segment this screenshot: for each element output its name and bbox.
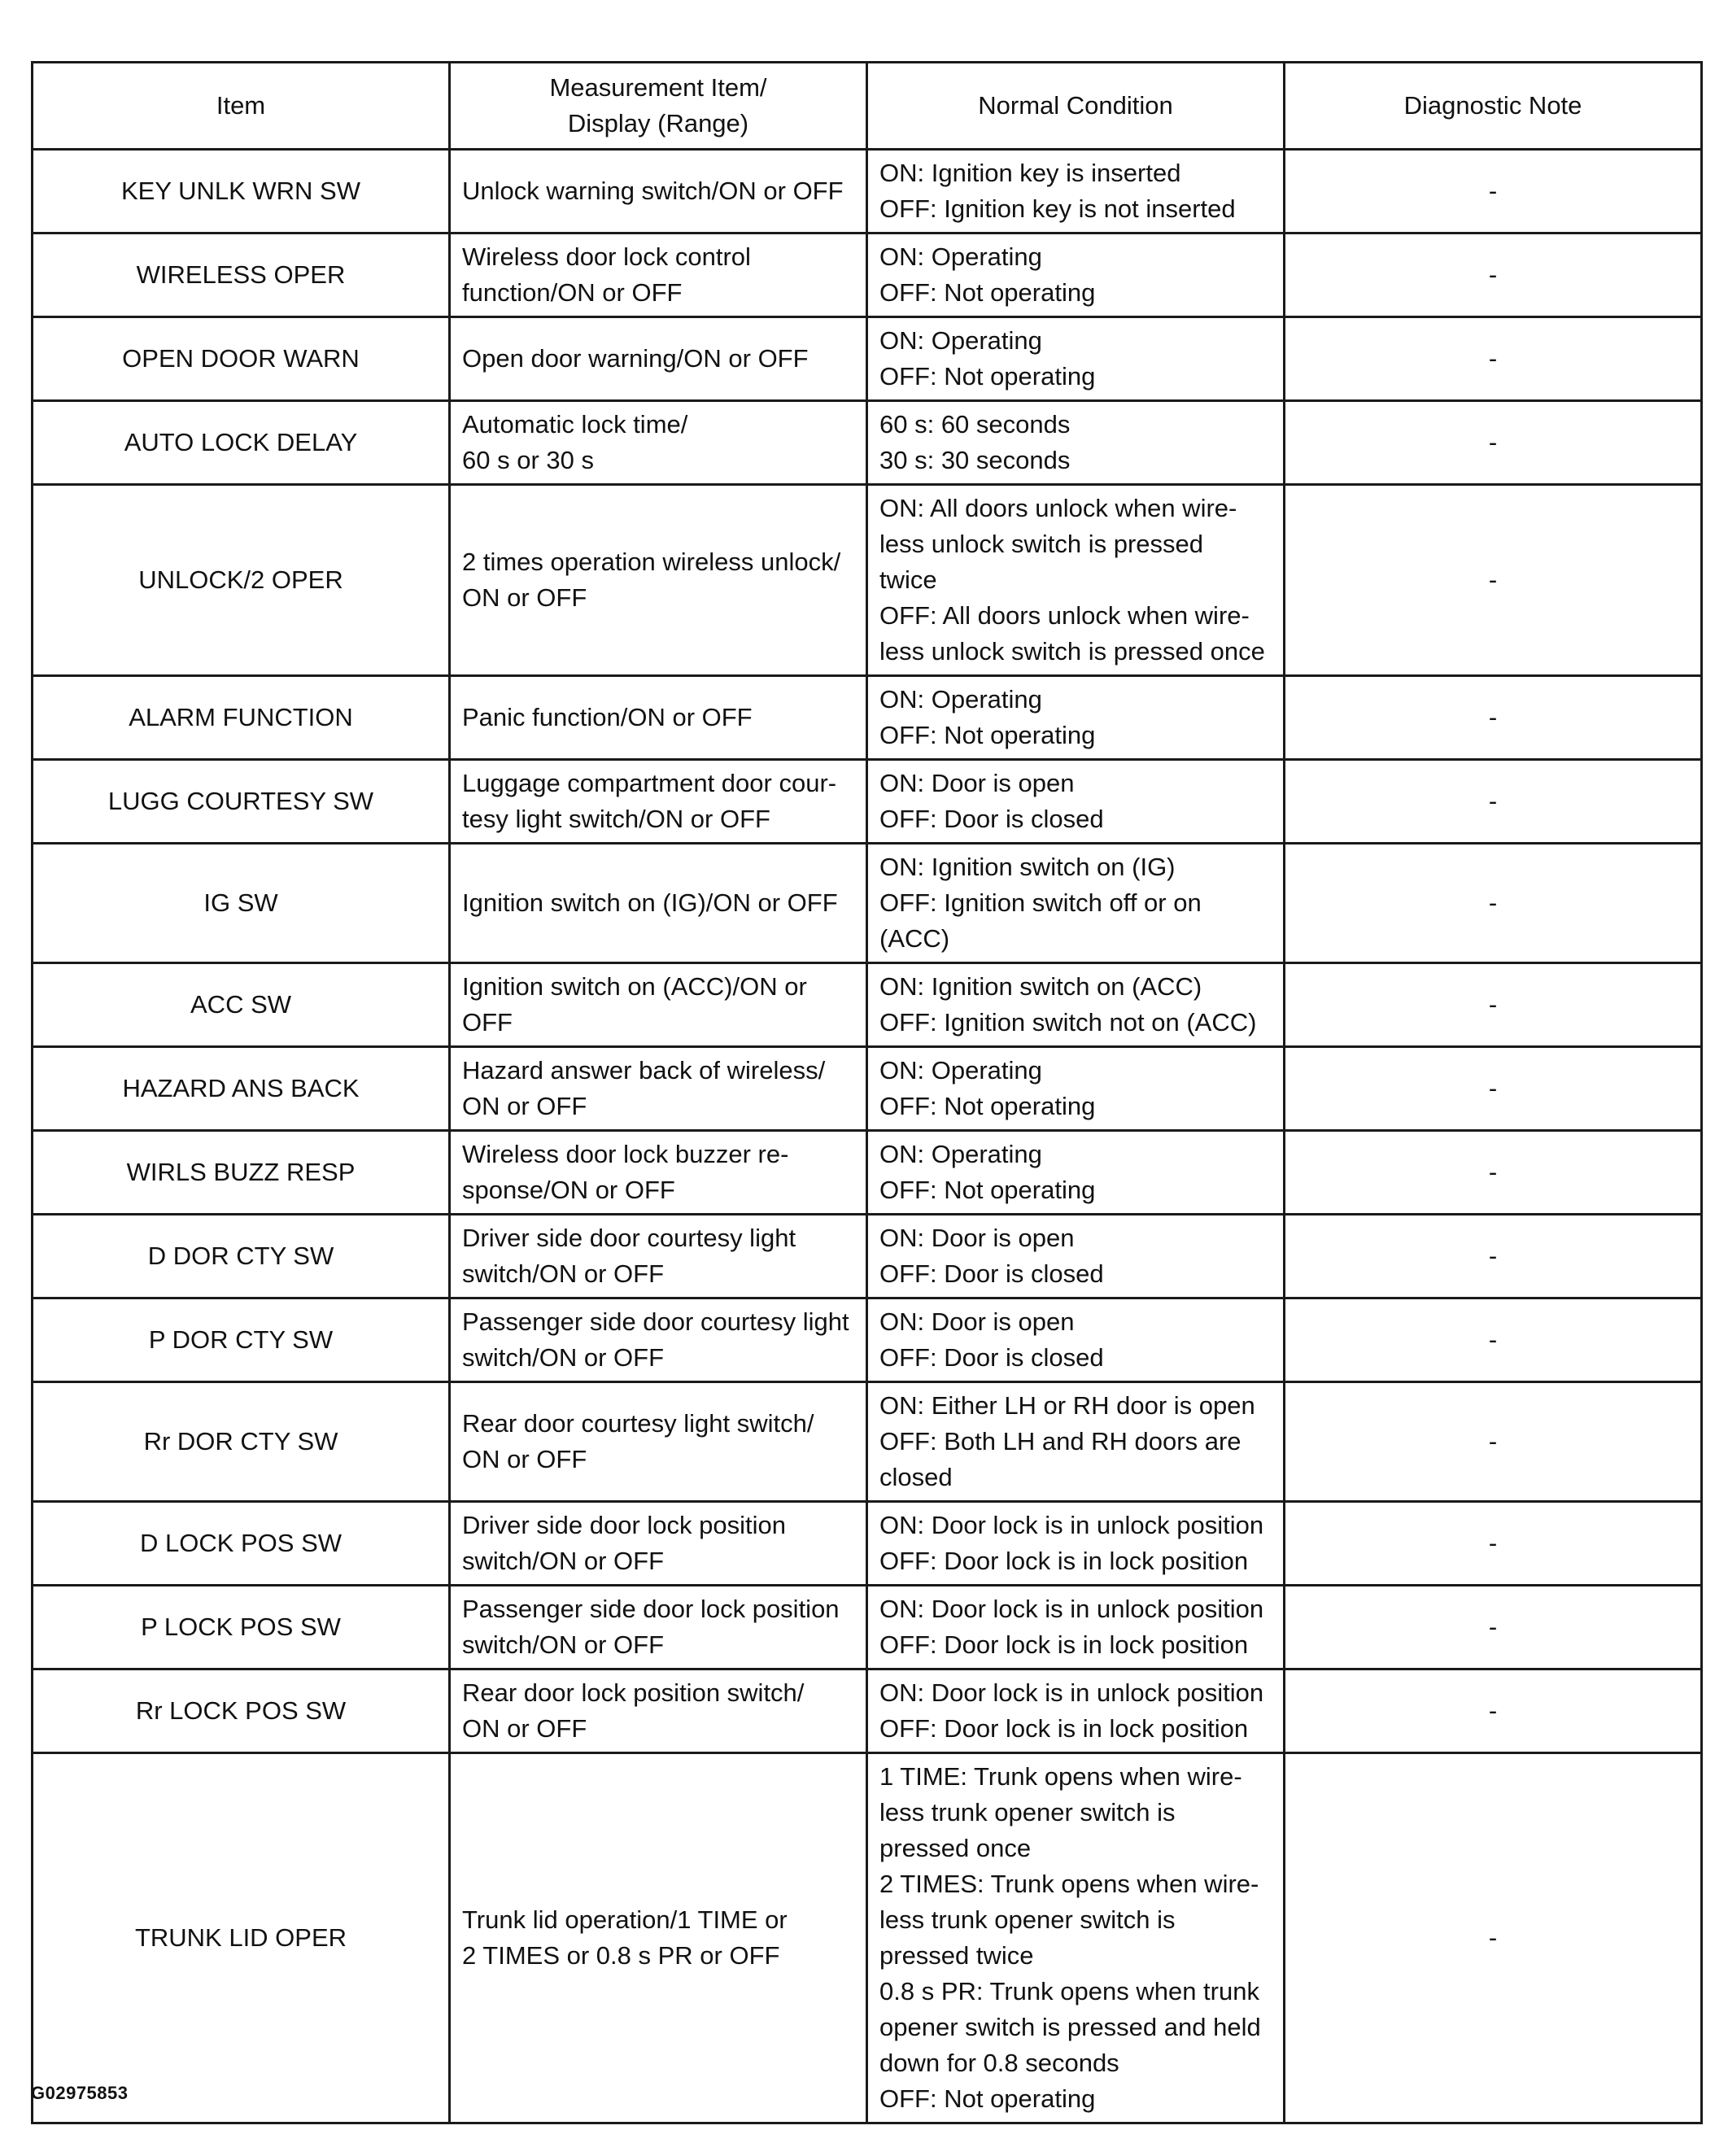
cell-item [33,233,450,317]
diagnostic-data-table [31,61,1703,2124]
cell-item [33,1047,450,1131]
cell-diagnostic-note [1285,233,1702,317]
cell-normal-condition-text: ON: Operating OFF: Not operating [879,685,1096,749]
cell-normal-condition [867,1586,1285,1669]
cell-measurement [450,1502,867,1586]
cell-item [33,844,450,963]
cell-diagnostic-note-text: - [1488,1427,1498,1456]
cell-item-text: IG SW [203,888,278,917]
cell-normal-condition-text: ON: Operating OFF: Not operating [879,242,1096,307]
cell-item-text: P LOCK POS SW [141,1613,341,1641]
cell-diagnostic-note-text: - [1488,703,1498,731]
header-normal-condition: Normal Condition [867,63,1285,150]
table-row [33,963,1702,1047]
cell-item-text: LUGG COURTESY SW [107,787,374,815]
cell-item-text: D LOCK POS SW [139,1529,343,1557]
cell-diagnostic-note [1285,150,1702,233]
cell-measurement-text: Luggage compartment door cour- tesy light switch/ON or OFF [462,769,837,833]
cell-diagnostic-note-text: - [1488,565,1498,594]
cell-diagnostic-note [1285,1215,1702,1298]
cell-measurement [450,317,867,401]
cell-measurement [450,760,867,844]
cell-item [33,1131,450,1215]
cell-normal-condition [867,760,1285,844]
cell-diagnostic-note [1285,1586,1702,1669]
cell-diagnostic-note-text: - [1488,1158,1498,1186]
cell-diagnostic-note-text: - [1488,1529,1498,1557]
cell-normal-condition-text: ON: Door is open OFF: Door is closed [879,1307,1104,1372]
cell-diagnostic-note-text: - [1488,1696,1498,1725]
cell-measurement [450,1669,867,1753]
cell-normal-condition-text: ON: Ignition switch on (IG) OFF: Ignition switch off or on (ACC) [879,853,1202,953]
table-body [33,150,1702,2123]
cell-measurement-text: Automatic lock time/ 60 s or 30 s [462,410,688,474]
cell-measurement-text: Wireless door lock buzzer re- sponse/ON or OFF [462,1140,789,1204]
cell-item [33,150,450,233]
cell-normal-condition [867,1047,1285,1131]
cell-diagnostic-note-text: - [1488,1325,1498,1354]
cell-measurement [450,1215,867,1298]
cell-measurement [450,1047,867,1131]
cell-item [33,676,450,760]
cell-measurement-text: Rear door courtesy light switch/ ON or OFF [462,1409,814,1473]
cell-measurement-text: Unlock warning switch/ON or OFF [462,177,844,205]
cell-measurement [450,233,867,317]
cell-normal-condition [867,1131,1285,1215]
cell-measurement [450,150,867,233]
cell-item-text: Rr DOR CTY SW [143,1427,338,1456]
table-row [33,1047,1702,1131]
cell-item-text: AUTO LOCK DELAY [124,428,358,456]
cell-normal-condition [867,233,1285,317]
cell-measurement-text: Hazard answer back of wireless/ ON or OFF [462,1056,826,1120]
table-row [33,1669,1702,1753]
cell-item-text: HAZARD ANS BACK [122,1074,360,1102]
cell-measurement [450,1753,867,2123]
cell-normal-condition-text: ON: Ignition key is inserted OFF: Ignition key is not inserted [879,159,1236,223]
table-row [33,485,1702,676]
cell-measurement-text: Passenger side door lock position switch/ON or OFF [462,1595,840,1659]
cell-normal-condition-text: 1 TIME: Trunk opens when wire- less trunk opener switch is pressed once 2 TIMES: Trunk opens when wire- less trunk opener switch is pressed twice 0.8 s PR: Trunk opens when trunk opener switch is pressed and held down for 0.8 seconds OFF: Not operating [879,1762,1261,2113]
cell-item-text: D DOR CTY SW [147,1242,334,1270]
cell-item [33,485,450,676]
cell-diagnostic-note-text: - [1488,177,1498,205]
header-item: Item [33,63,450,150]
cell-normal-condition-text: ON: Either LH or RH door is open OFF: Both LH and RH doors are closed [879,1391,1255,1491]
cell-item-text: WIRLS BUZZ RESP [126,1158,356,1186]
cell-diagnostic-note [1285,1753,1702,2123]
cell-normal-condition-text: ON: Door is open OFF: Door is closed [879,1224,1104,1288]
cell-normal-condition [867,1502,1285,1586]
cell-item [33,1215,450,1298]
cell-item-text: OPEN DOOR WARN [122,344,360,373]
cell-measurement-text: Open door warning/ON or OFF [462,344,809,373]
cell-diagnostic-note-text: - [1488,1613,1498,1641]
cell-item [33,1669,450,1753]
cell-diagnostic-note [1285,1669,1702,1753]
cell-item [33,1298,450,1382]
cell-diagnostic-note-text: - [1488,787,1498,815]
cell-item [33,1586,450,1669]
table-row [33,1382,1702,1502]
cell-measurement [450,1382,867,1502]
cell-item-text: Rr LOCK POS SW [135,1696,347,1725]
table-row [33,401,1702,485]
cell-diagnostic-note-text: - [1488,428,1498,456]
cell-measurement-text: Ignition switch on (ACC)/ON or OFF [462,972,807,1037]
cell-measurement [450,963,867,1047]
table-row [33,1215,1702,1298]
cell-diagnostic-note-text: - [1488,888,1498,917]
table-row [33,844,1702,963]
cell-normal-condition [867,676,1285,760]
cell-normal-condition-text: ON: All doors unlock when wire- less unlock switch is pressed twice OFF: All doors unlock when wire- less unlock switch is pressed once [879,494,1265,666]
table-row [33,1586,1702,1669]
cell-normal-condition [867,844,1285,963]
cell-diagnostic-note [1285,760,1702,844]
cell-measurement [450,485,867,676]
cell-item-text: TRUNK LID OPER [134,1923,347,1952]
table-row [33,317,1702,401]
table-row [33,233,1702,317]
cell-normal-condition-text: ON: Door lock is in unlock position OFF: Door lock is in lock position [879,1595,1264,1659]
figure-code: G02975853 [31,2083,129,2103]
cell-measurement-text: Wireless door lock control function/ON or OFF [462,242,751,307]
cell-diagnostic-note [1285,485,1702,676]
cell-normal-condition [867,1215,1285,1298]
table-row [33,150,1702,233]
cell-normal-condition [867,1298,1285,1382]
cell-item [33,760,450,844]
cell-normal-condition-text: ON: Door is open OFF: Door is closed [879,769,1104,833]
cell-diagnostic-note [1285,676,1702,760]
cell-normal-condition-text: ON: Ignition switch on (ACC) OFF: Ignition switch not on (ACC) [879,972,1257,1037]
cell-item [33,1382,450,1502]
cell-measurement [450,1298,867,1382]
cell-diagnostic-note-text: - [1488,1923,1498,1952]
cell-measurement [450,401,867,485]
table-row [33,1131,1702,1215]
table-row [33,760,1702,844]
cell-diagnostic-note [1285,1047,1702,1131]
cell-diagnostic-note [1285,963,1702,1047]
cell-diagnostic-note-text: - [1488,990,1498,1019]
cell-normal-condition [867,401,1285,485]
cell-normal-condition [867,317,1285,401]
cell-diagnostic-note-text: - [1488,1242,1498,1270]
cell-diagnostic-note [1285,1298,1702,1382]
cell-measurement-text: Trunk lid operation/1 TIME or 2 TIMES or 0.8 s PR or OFF [462,1905,788,1970]
cell-measurement-text: Passenger side door courtesy light switch/ON or OFF [462,1307,849,1372]
cell-item-text: ACC SW [190,990,291,1019]
cell-diagnostic-note-text: - [1488,1074,1498,1102]
cell-diagnostic-note [1285,1131,1702,1215]
cell-diagnostic-note [1285,1502,1702,1586]
cell-item [33,1502,450,1586]
cell-measurement-text: Panic function/ON or OFF [462,703,753,731]
cell-measurement [450,844,867,963]
cell-item [33,1753,450,2123]
cell-measurement-text: Driver side door courtesy light switch/ON or OFF [462,1224,796,1288]
cell-measurement-text: 2 times operation wireless unlock/ ON or OFF [462,548,841,612]
cell-item-text: UNLOCK/2 OPER [138,565,343,594]
cell-normal-condition [867,1382,1285,1502]
cell-diagnostic-note [1285,1382,1702,1502]
table-header-row [33,63,1702,150]
cell-diagnostic-note [1285,844,1702,963]
header-diagnostic-note: Diagnostic Note [1285,63,1702,150]
cell-measurement [450,676,867,760]
cell-normal-condition-text: ON: Operating OFF: Not operating [879,1056,1096,1120]
cell-item [33,401,450,485]
table-row [33,676,1702,760]
cell-normal-condition-text: ON: Door lock is in unlock position OFF: Door lock is in lock position [879,1678,1264,1743]
header-measurement: Measurement Item/ Display (Range) [450,63,867,150]
cell-normal-condition-text: ON: Operating OFF: Not operating [879,326,1096,391]
cell-measurement-text: Ignition switch on (IG)/ON or OFF [462,888,838,917]
cell-diagnostic-note-text: - [1488,260,1498,289]
table-row [33,1753,1702,2123]
cell-normal-condition-text: ON: Door lock is in unlock position OFF: Door lock is in lock position [879,1511,1264,1575]
cell-diagnostic-note [1285,401,1702,485]
cell-diagnostic-note [1285,317,1702,401]
cell-normal-condition [867,150,1285,233]
cell-normal-condition [867,1669,1285,1753]
cell-normal-condition-text: ON: Operating OFF: Not operating [879,1140,1096,1204]
cell-diagnostic-note-text: - [1488,344,1498,373]
cell-normal-condition [867,1753,1285,2123]
cell-measurement-text: Rear door lock position switch/ ON or OFF [462,1678,805,1743]
cell-normal-condition [867,963,1285,1047]
table-row [33,1298,1702,1382]
cell-item-text: ALARM FUNCTION [129,703,353,731]
cell-measurement [450,1586,867,1669]
cell-measurement-text: Driver side door lock position switch/ON or OFF [462,1511,787,1575]
cell-item [33,963,450,1047]
table-row [33,1502,1702,1586]
cell-item [33,317,450,401]
cell-normal-condition [867,485,1285,676]
cell-item-text: KEY UNLK WRN SW [121,177,360,205]
cell-normal-condition-text: 60 s: 60 seconds 30 s: 30 seconds [879,410,1071,474]
cell-item-text: P DOR CTY SW [148,1325,334,1354]
cell-measurement [450,1131,867,1215]
cell-item-text: WIRELESS OPER [136,260,346,289]
